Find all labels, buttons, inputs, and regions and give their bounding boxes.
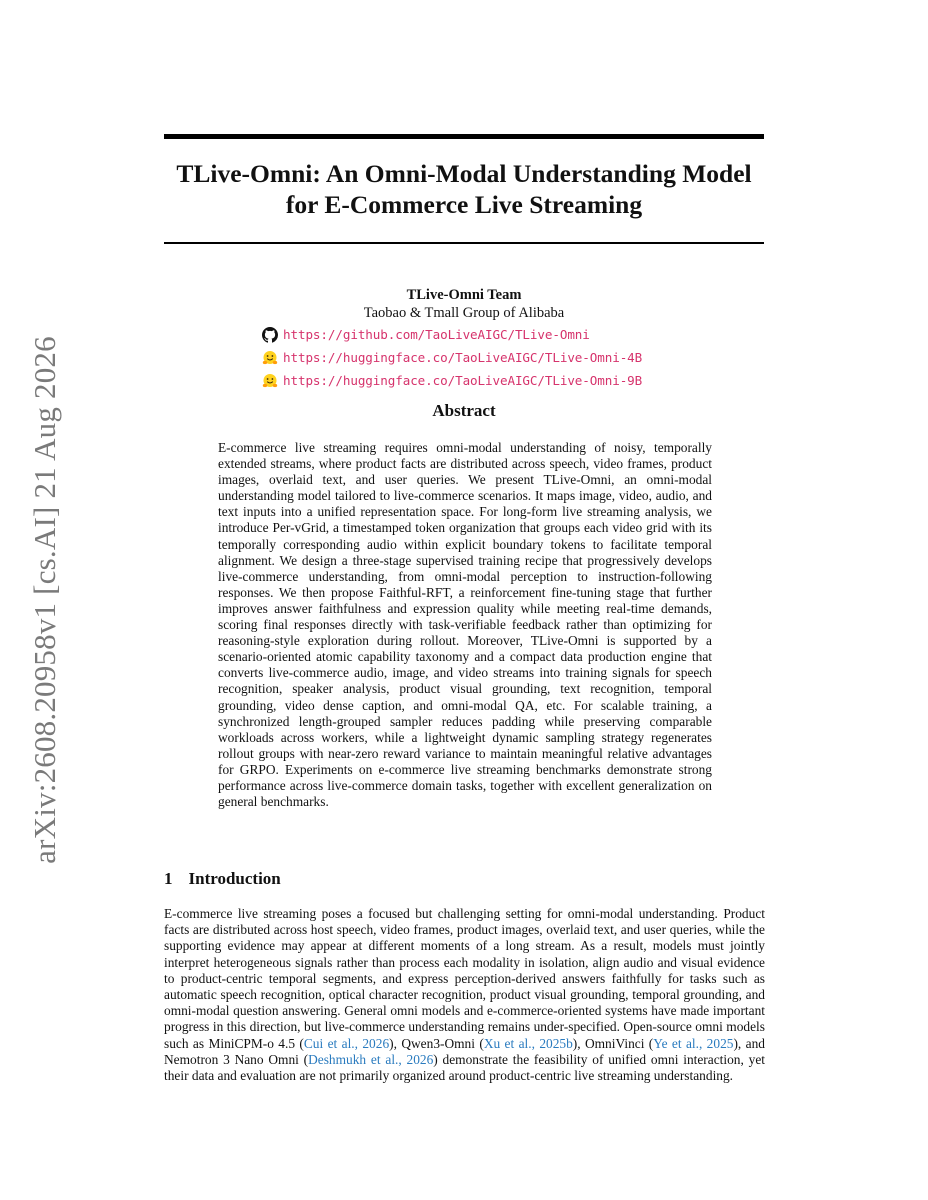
link-huggingface-4b[interactable] bbox=[262, 346, 742, 369]
link-github[interactable] bbox=[262, 323, 742, 346]
citation-cui[interactable]: Cui et al., 2026 bbox=[303, 1035, 390, 1051]
github-icon bbox=[262, 327, 278, 343]
intro-text-1: E-commerce live streaming poses a focused but challenging setting for omni-modal understanding. Product facts are distributed across host speech, video frames, product images, overlaid text, and user queries, while the supporting evidence may appear at different moments of a long stream. As a result, models must jointly interpret heterogeneous signals rather than process each modality in isolation, align audio and visual evidence to product-centric temporal segments, and express perception-derived answers faithfully for tasks such as automatic speech recognition, optical character recognition, product visual grounding, temporal grounding, and omni-modal question answering. General omni models and e-commerce-oriented systems have made important progress in this direction, but live-commerce understanding remains under-specified. Open-source omni models such as MiniCPM-o 4.5 ( bbox=[164, 906, 765, 1051]
section-title: Introduction bbox=[188, 869, 281, 888]
link-huggingface-9b[interactable] bbox=[262, 369, 742, 392]
paper-title bbox=[164, 158, 764, 220]
intro-text-5: ) demonstrate the feasibility of unified omni interaction, yet their data and evaluation are not primarily organized around product-centric live streaming understanding. bbox=[164, 1051, 765, 1084]
section-number: 1 bbox=[164, 869, 173, 888]
huggingface-icon bbox=[262, 373, 278, 389]
huggingface-icon bbox=[262, 350, 278, 366]
title-rule-bottom bbox=[164, 242, 764, 244]
abstract-text: E-commerce live streaming requires omni-modal understanding of noisy, temporally extended streams, where product facts are distributed across speech, video frames, product images, overlaid text, and user queries. We present TLive-Omni, an omni-modal understanding model tailored to live-commerce scenarios. It maps image, video, audio, and text inputs into a unified representation space. For long-form live streaming analysis, we introduce Per-vGrid, a timestamped token organization that groups each video grid with its temporally corresponding audio within explicit boundary tokens to facilitate temporal alignment. We design a three-stage supervised training recipe that progressively develops live-commerce understanding, from omni-modal perception to instruction-following responses. We then propose Faithful-RFT, a reinforcement fine-tuning stage that further improves answer faithfulness and expression quality while meeting real-time demands, scoring final responses directly with task-verifiable feedback rather than optimizing for reasoning-style exploration during rollout. Moreover, TLive-Omni is supported by a scenario-oriented atomic capability taxonomy and a compact data production engine that converts live-commerce audio, image, and video streams into training signals for speech recognition, speaker analysis, product visual grounding, text recognition, temporal grounding, video dense caption, and omni-modal QA, etc. For scalable training, a synchronized length-grouped sampler reduces padding while preserving comparable workloads across workers, while a lightweight dynamic sampling strategy regenerates rollout groups with near-zero reward variance to maintain meaningful relative advantages for GRPO. Experiments on e-commerce live streaming benchmarks demonstrate strong performance across live-commerce domain tasks, together with excellent generalization on general benchmarks. bbox=[218, 440, 712, 810]
author-affiliation: Taobao & Tmall Group of Alibaba bbox=[363, 305, 565, 321]
author-team: TLive-Omni Team bbox=[406, 287, 522, 303]
title-rule-top bbox=[164, 134, 764, 139]
arxiv-identifier: arXiv:2608.20958v1 [cs.AI] 21 Aug 2026 bbox=[27, 336, 62, 864]
abstract-heading: Abstract bbox=[432, 401, 496, 420]
title-line-1: TLive-Omni: An Omni-Modal Understanding Model bbox=[176, 159, 752, 188]
citation-xu[interactable]: Xu et al., 2025b bbox=[483, 1035, 573, 1051]
resource-links bbox=[262, 323, 742, 392]
section-heading-introduction bbox=[164, 869, 281, 889]
citation-deshmukh[interactable]: Deshmukh et al., 2026 bbox=[308, 1051, 434, 1067]
title-line-2: for E-Commerce Live Streaming bbox=[285, 190, 643, 219]
intro-text-2: ), Qwen3-Omni ( bbox=[389, 1035, 484, 1051]
huggingface-4b-url[interactable]: https://huggingface.co/TaoLiveAIGC/TLive-Omni-4B bbox=[283, 350, 643, 365]
huggingface-9b-url[interactable]: https://huggingface.co/TaoLiveAIGC/TLive-Omni-9B bbox=[283, 373, 643, 388]
arxiv-side-stamp bbox=[24, 330, 66, 870]
introduction-paragraph bbox=[164, 906, 765, 1084]
author-block bbox=[164, 286, 764, 322]
intro-text-4: ), and Nemotron 3 Nano Omni ( bbox=[164, 1035, 765, 1067]
intro-text-3: ), OmniVinci ( bbox=[572, 1035, 654, 1051]
github-url[interactable]: https://github.com/TaoLiveAIGC/TLive-Omni bbox=[283, 327, 590, 342]
citation-ye[interactable]: Ye et al., 2025 bbox=[653, 1035, 734, 1051]
